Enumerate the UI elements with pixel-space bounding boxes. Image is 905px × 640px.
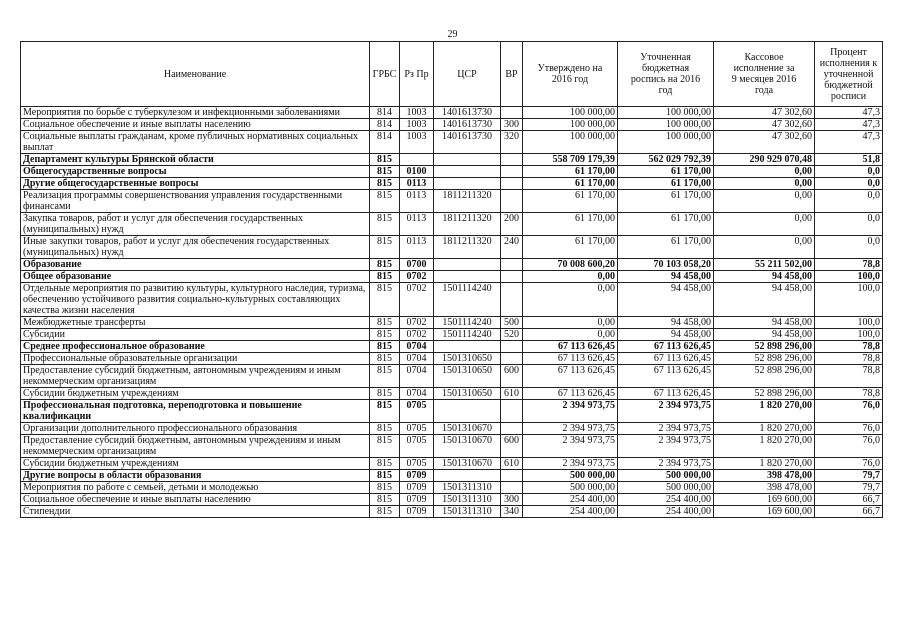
- cell-vr: 340: [501, 506, 523, 518]
- page-number: 29: [447, 29, 458, 40]
- cell-approved: 61 170,00: [523, 236, 618, 259]
- cell-refined: 61 170,00: [618, 166, 714, 178]
- cell-approved: 0,00: [523, 271, 618, 283]
- table-header-row: [21, 42, 883, 107]
- cell-vr: [501, 259, 523, 271]
- cell-refined: 67 113 626,45: [618, 388, 714, 400]
- table-row: [21, 400, 883, 423]
- cell-vr: 240: [501, 236, 523, 259]
- cell-csr: 1401613730: [434, 119, 501, 131]
- cell-percent: 78,8: [815, 259, 883, 271]
- cell-rzpr: 0704: [400, 365, 434, 388]
- cell-rzpr: 0709: [400, 482, 434, 494]
- cell-name: Профессиональная подготовка, переподготовка и повышение квалификации: [21, 400, 370, 423]
- cell-name: Мероприятия по работе с семьей, детьми и молодежью: [21, 482, 370, 494]
- cell-rzpr: 0113: [400, 190, 434, 213]
- cell-cash: 47 302,60: [714, 119, 815, 131]
- cell-grbs: 815: [370, 470, 400, 482]
- cell-percent: 78,8: [815, 341, 883, 353]
- cell-grbs: 815: [370, 353, 400, 365]
- cell-refined: 500 000,00: [618, 470, 714, 482]
- cell-cash: 0,00: [714, 213, 815, 236]
- cell-vr: [501, 423, 523, 435]
- cell-refined: 94 458,00: [618, 317, 714, 329]
- cell-name: Другие общегосударственные вопросы: [21, 178, 370, 190]
- header-name: Наименование: [21, 42, 370, 107]
- cell-refined: 254 400,00: [618, 494, 714, 506]
- cell-cash: 52 898 296,00: [714, 353, 815, 365]
- cell-vr: [501, 470, 523, 482]
- cell-approved: 558 709 179,39: [523, 154, 618, 166]
- cell-rzpr: 0709: [400, 470, 434, 482]
- cell-cash: 94 458,00: [714, 317, 815, 329]
- cell-csr: 1501311310: [434, 506, 501, 518]
- cell-percent: 78,8: [815, 388, 883, 400]
- cell-approved: 2 394 973,75: [523, 435, 618, 458]
- cell-csr: [434, 470, 501, 482]
- cell-vr: [501, 154, 523, 166]
- cell-grbs: 815: [370, 178, 400, 190]
- cell-refined: 2 394 973,75: [618, 458, 714, 470]
- cell-cash: 94 458,00: [714, 271, 815, 283]
- budget-execution-table: [20, 41, 883, 518]
- cell-approved: 0,00: [523, 283, 618, 317]
- cell-name: Отдельные мероприятия по развитию культуры, культурного наследия, туризма, обеспечению устойчивого развития социально-культурных составляющих качества жизни населения: [21, 283, 370, 317]
- table-row: [21, 154, 883, 166]
- cell-csr: 1811211320: [434, 236, 501, 259]
- cell-grbs: 815: [370, 154, 400, 166]
- cell-csr: 1401613730: [434, 107, 501, 119]
- cell-approved: 2 394 973,75: [523, 458, 618, 470]
- cell-name: Мероприятия по борьбе с туберкулезом и инфекционными заболеваниями: [21, 107, 370, 119]
- cell-rzpr: 1003: [400, 107, 434, 119]
- cell-grbs: 815: [370, 423, 400, 435]
- cell-csr: [434, 341, 501, 353]
- cell-approved: 61 170,00: [523, 190, 618, 213]
- cell-grbs: 815: [370, 435, 400, 458]
- cell-vr: [501, 166, 523, 178]
- cell-percent: 0,0: [815, 236, 883, 259]
- cell-csr: 1501311310: [434, 494, 501, 506]
- cell-csr: 1501310670: [434, 423, 501, 435]
- cell-rzpr: 0705: [400, 400, 434, 423]
- cell-grbs: 815: [370, 236, 400, 259]
- cell-vr: 200: [501, 213, 523, 236]
- cell-percent: 78,8: [815, 353, 883, 365]
- cell-rzpr: 0704: [400, 388, 434, 400]
- cell-refined: 61 170,00: [618, 178, 714, 190]
- cell-name: Социальное обеспечение и иные выплаты населению: [21, 494, 370, 506]
- cell-refined: 61 170,00: [618, 213, 714, 236]
- table-row: [21, 131, 883, 154]
- cell-name: Субсидии бюджетным учреждениям: [21, 388, 370, 400]
- cell-approved: 254 400,00: [523, 506, 618, 518]
- cell-approved: 0,00: [523, 317, 618, 329]
- cell-grbs: 815: [370, 259, 400, 271]
- cell-csr: 1501114240: [434, 283, 501, 317]
- cell-vr: 610: [501, 388, 523, 400]
- cell-rzpr: 1003: [400, 119, 434, 131]
- cell-approved: 61 170,00: [523, 213, 618, 236]
- cell-rzpr: [400, 154, 434, 166]
- cell-name: Общегосударственные вопросы: [21, 166, 370, 178]
- cell-approved: 70 008 600,20: [523, 259, 618, 271]
- cell-refined: 500 000,00: [618, 482, 714, 494]
- cell-name: Межбюджетные трансферты: [21, 317, 370, 329]
- cell-approved: 67 113 626,45: [523, 341, 618, 353]
- cell-refined: 254 400,00: [618, 506, 714, 518]
- cell-cash: 0,00: [714, 166, 815, 178]
- cell-name: Стипендии: [21, 506, 370, 518]
- header-csr: ЦСР: [434, 42, 501, 107]
- cell-cash: 290 929 070,48: [714, 154, 815, 166]
- cell-name: Другие вопросы в области образования: [21, 470, 370, 482]
- cell-grbs: 815: [370, 365, 400, 388]
- table-row: [21, 494, 883, 506]
- cell-csr: 1501310650: [434, 365, 501, 388]
- cell-approved: 100 000,00: [523, 131, 618, 154]
- cell-csr: [434, 259, 501, 271]
- cell-name: Социальные выплаты гражданам, кроме публичных нормативных социальных выплат: [21, 131, 370, 154]
- cell-csr: 1811211320: [434, 190, 501, 213]
- table-row: [21, 329, 883, 341]
- cell-vr: 320: [501, 131, 523, 154]
- cell-name: Общее образование: [21, 271, 370, 283]
- table-row: [21, 283, 883, 317]
- cell-refined: 100 000,00: [618, 119, 714, 131]
- cell-percent: 0,0: [815, 213, 883, 236]
- cell-grbs: 815: [370, 482, 400, 494]
- cell-rzpr: 0700: [400, 259, 434, 271]
- cell-rzpr: 0702: [400, 271, 434, 283]
- cell-cash: 94 458,00: [714, 283, 815, 317]
- header-refined: Уточненная бюджетная роспись на 2016 год: [618, 42, 714, 107]
- table-row: [21, 435, 883, 458]
- table-row: [21, 423, 883, 435]
- cell-vr: [501, 482, 523, 494]
- cell-name: Предоставление субсидий бюджетным, автономным учреждениям и иным некоммерческим организациям: [21, 365, 370, 388]
- cell-percent: 100,0: [815, 283, 883, 317]
- cell-approved: 67 113 626,45: [523, 365, 618, 388]
- cell-name: Предоставление субсидий бюджетным, автономным учреждениям и иным некоммерческим организациям: [21, 435, 370, 458]
- cell-grbs: 815: [370, 190, 400, 213]
- cell-vr: 600: [501, 365, 523, 388]
- table-row: [21, 178, 883, 190]
- cell-cash: 0,00: [714, 236, 815, 259]
- table-row: [21, 470, 883, 482]
- header-percent: Процент исполнения к уточненной бюджетной росписи: [815, 42, 883, 107]
- cell-grbs: 815: [370, 166, 400, 178]
- cell-rzpr: 0709: [400, 494, 434, 506]
- cell-refined: 67 113 626,45: [618, 341, 714, 353]
- cell-vr: [501, 353, 523, 365]
- cell-approved: 254 400,00: [523, 494, 618, 506]
- cell-vr: 300: [501, 494, 523, 506]
- cell-cash: 398 478,00: [714, 482, 815, 494]
- cell-refined: 562 029 792,39: [618, 154, 714, 166]
- header-rzpr: Рз Пр: [400, 42, 434, 107]
- cell-csr: [434, 166, 501, 178]
- cell-vr: [501, 190, 523, 213]
- cell-cash: 169 600,00: [714, 506, 815, 518]
- cell-percent: 0,0: [815, 166, 883, 178]
- cell-refined: 100 000,00: [618, 131, 714, 154]
- table-row: [21, 482, 883, 494]
- cell-approved: 2 394 973,75: [523, 400, 618, 423]
- cell-vr: [501, 178, 523, 190]
- table-row: [21, 458, 883, 470]
- cell-approved: 2 394 973,75: [523, 423, 618, 435]
- cell-rzpr: 0113: [400, 178, 434, 190]
- cell-name: Субсидии бюджетным учреждениям: [21, 458, 370, 470]
- cell-csr: 1501310650: [434, 388, 501, 400]
- cell-rzpr: 0705: [400, 458, 434, 470]
- cell-csr: [434, 154, 501, 166]
- cell-cash: 1 820 270,00: [714, 435, 815, 458]
- table-row: [21, 190, 883, 213]
- cell-refined: 67 113 626,45: [618, 353, 714, 365]
- cell-approved: 0,00: [523, 329, 618, 341]
- table-row: [21, 365, 883, 388]
- cell-csr: [434, 178, 501, 190]
- cell-grbs: 815: [370, 494, 400, 506]
- cell-grbs: 814: [370, 119, 400, 131]
- header-approved: Утверждено на 2016 год: [523, 42, 618, 107]
- cell-cash: 1 820 270,00: [714, 400, 815, 423]
- cell-cash: 1 820 270,00: [714, 423, 815, 435]
- cell-csr: 1501311310: [434, 482, 501, 494]
- cell-grbs: 815: [370, 271, 400, 283]
- cell-rzpr: 0702: [400, 317, 434, 329]
- cell-rzpr: 0113: [400, 236, 434, 259]
- table-body: [21, 107, 883, 518]
- cell-refined: 70 103 058,20: [618, 259, 714, 271]
- cell-csr: 1501310670: [434, 458, 501, 470]
- table-row: [21, 341, 883, 353]
- cell-rzpr: 0704: [400, 353, 434, 365]
- cell-cash: 47 302,60: [714, 107, 815, 119]
- cell-name: Иные закупки товаров, работ и услуг для обеспечения государственных (муниципальных) нужд: [21, 236, 370, 259]
- cell-rzpr: 0705: [400, 423, 434, 435]
- cell-approved: 100 000,00: [523, 119, 618, 131]
- cell-cash: 0,00: [714, 190, 815, 213]
- cell-approved: 500 000,00: [523, 470, 618, 482]
- cell-rzpr: 0702: [400, 329, 434, 341]
- header-cash: Кассовое исполнение за 9 месяцев 2016 года: [714, 42, 815, 107]
- cell-refined: 2 394 973,75: [618, 400, 714, 423]
- cell-vr: 520: [501, 329, 523, 341]
- table-row: [21, 166, 883, 178]
- cell-cash: 1 820 270,00: [714, 458, 815, 470]
- cell-percent: 47,3: [815, 107, 883, 119]
- cell-cash: 47 302,60: [714, 131, 815, 154]
- cell-refined: 94 458,00: [618, 271, 714, 283]
- cell-vr: 610: [501, 458, 523, 470]
- cell-refined: 61 170,00: [618, 236, 714, 259]
- cell-vr: [501, 341, 523, 353]
- cell-grbs: 814: [370, 107, 400, 119]
- cell-grbs: 815: [370, 400, 400, 423]
- cell-refined: 100 000,00: [618, 107, 714, 119]
- cell-percent: 0,0: [815, 190, 883, 213]
- cell-approved: 61 170,00: [523, 166, 618, 178]
- cell-name: Профессиональные образовательные организации: [21, 353, 370, 365]
- cell-csr: 1501310650: [434, 353, 501, 365]
- cell-percent: 79,7: [815, 470, 883, 482]
- cell-percent: 66,7: [815, 506, 883, 518]
- cell-cash: 55 211 502,00: [714, 259, 815, 271]
- cell-name: Социальное обеспечение и иные выплаты населению: [21, 119, 370, 131]
- cell-percent: 47,3: [815, 131, 883, 154]
- cell-approved: 67 113 626,45: [523, 388, 618, 400]
- cell-vr: [501, 107, 523, 119]
- cell-approved: 61 170,00: [523, 178, 618, 190]
- cell-refined: 94 458,00: [618, 329, 714, 341]
- table-row: [21, 213, 883, 236]
- cell-grbs: 815: [370, 388, 400, 400]
- table-row: [21, 259, 883, 271]
- cell-percent: 51,8: [815, 154, 883, 166]
- cell-percent: 76,0: [815, 435, 883, 458]
- cell-cash: 0,00: [714, 178, 815, 190]
- cell-grbs: 815: [370, 213, 400, 236]
- cell-grbs: 815: [370, 317, 400, 329]
- cell-grbs: 814: [370, 131, 400, 154]
- cell-name: Субсидии: [21, 329, 370, 341]
- cell-name: Образование: [21, 259, 370, 271]
- cell-percent: 100,0: [815, 329, 883, 341]
- cell-refined: 2 394 973,75: [618, 423, 714, 435]
- cell-percent: 100,0: [815, 317, 883, 329]
- cell-approved: 67 113 626,45: [523, 353, 618, 365]
- table-row: [21, 271, 883, 283]
- cell-percent: 78,8: [815, 365, 883, 388]
- cell-percent: 66,7: [815, 494, 883, 506]
- cell-name: Закупка товаров, работ и услуг для обеспечения государственных (муниципальных) нужд: [21, 213, 370, 236]
- cell-csr: 1401613730: [434, 131, 501, 154]
- cell-grbs: 815: [370, 283, 400, 317]
- cell-vr: [501, 271, 523, 283]
- cell-cash: 94 458,00: [714, 329, 815, 341]
- cell-refined: 2 394 973,75: [618, 435, 714, 458]
- table-row: [21, 388, 883, 400]
- cell-cash: 52 898 296,00: [714, 341, 815, 353]
- cell-csr: [434, 400, 501, 423]
- cell-percent: 76,0: [815, 423, 883, 435]
- cell-vr: 300: [501, 119, 523, 131]
- cell-rzpr: 1003: [400, 131, 434, 154]
- cell-name: Реализация программы совершенствования управления государственными финансами: [21, 190, 370, 213]
- header-grbs: ГРБС: [370, 42, 400, 107]
- cell-grbs: 815: [370, 506, 400, 518]
- cell-name: Организации дополнительного профессионального образования: [21, 423, 370, 435]
- table-row: [21, 119, 883, 131]
- cell-rzpr: 0705: [400, 435, 434, 458]
- cell-percent: 76,0: [815, 458, 883, 470]
- cell-cash: 52 898 296,00: [714, 388, 815, 400]
- header-vr: ВР: [501, 42, 523, 107]
- table-row: [21, 506, 883, 518]
- table-row: [21, 107, 883, 119]
- cell-cash: 52 898 296,00: [714, 365, 815, 388]
- table-row: [21, 236, 883, 259]
- cell-vr: [501, 400, 523, 423]
- cell-rzpr: 0113: [400, 213, 434, 236]
- cell-name: Департамент культуры Брянской области: [21, 154, 370, 166]
- cell-csr: 1501114240: [434, 317, 501, 329]
- table-row: [21, 317, 883, 329]
- cell-grbs: 815: [370, 458, 400, 470]
- cell-refined: 61 170,00: [618, 190, 714, 213]
- cell-refined: 94 458,00: [618, 283, 714, 317]
- cell-rzpr: 0702: [400, 283, 434, 317]
- cell-rzpr: 0704: [400, 341, 434, 353]
- cell-name: Среднее профессиональное образование: [21, 341, 370, 353]
- cell-approved: 100 000,00: [523, 107, 618, 119]
- cell-cash: 169 600,00: [714, 494, 815, 506]
- cell-csr: 1811211320: [434, 213, 501, 236]
- cell-approved: 500 000,00: [523, 482, 618, 494]
- cell-rzpr: 0709: [400, 506, 434, 518]
- cell-csr: [434, 271, 501, 283]
- cell-percent: 76,0: [815, 400, 883, 423]
- cell-vr: 500: [501, 317, 523, 329]
- cell-percent: 47,3: [815, 119, 883, 131]
- cell-csr: 1501114240: [434, 329, 501, 341]
- cell-grbs: 815: [370, 329, 400, 341]
- cell-cash: 398 478,00: [714, 470, 815, 482]
- cell-percent: 100,0: [815, 271, 883, 283]
- table-row: [21, 353, 883, 365]
- cell-csr: 1501310670: [434, 435, 501, 458]
- cell-refined: 67 113 626,45: [618, 365, 714, 388]
- cell-vr: [501, 283, 523, 317]
- cell-vr: 600: [501, 435, 523, 458]
- cell-percent: 0,0: [815, 178, 883, 190]
- cell-rzpr: 0100: [400, 166, 434, 178]
- cell-grbs: 815: [370, 341, 400, 353]
- cell-percent: 79,7: [815, 482, 883, 494]
